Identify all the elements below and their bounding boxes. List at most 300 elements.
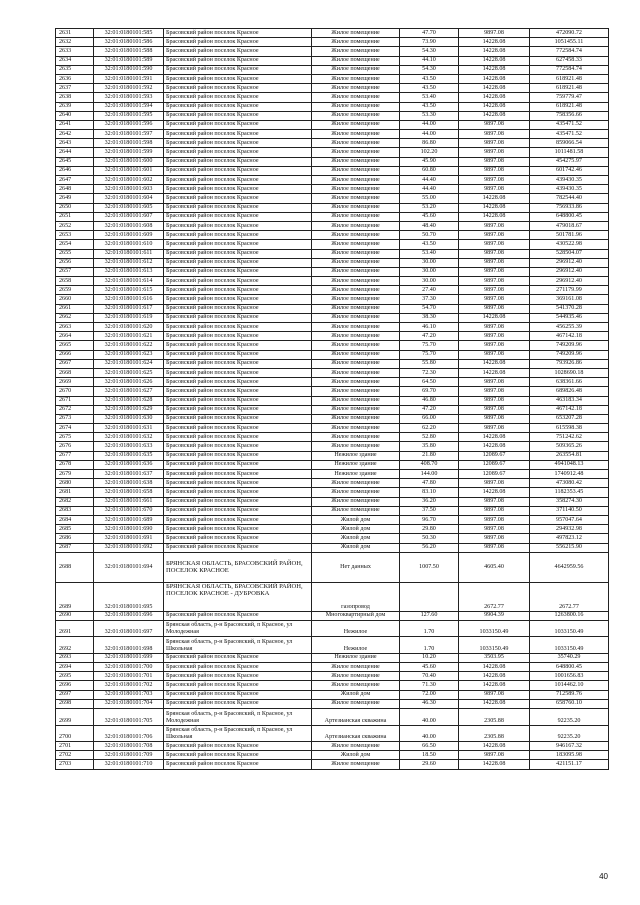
object-type-cell: Многоквартирный дом xyxy=(312,611,400,620)
row-number-cell: 2689 xyxy=(56,582,94,611)
area-cell: 27.40 xyxy=(400,286,459,295)
area-cell: 40.00 xyxy=(400,709,459,726)
address-cell: Брасовский район поселок Красное xyxy=(164,681,312,690)
cadastral-value-cell: 92235.20 xyxy=(530,725,609,742)
address-cell: Брасовский район поселок Красное xyxy=(164,663,312,672)
address-cell: Брасовский район поселок Красное xyxy=(164,543,312,552)
cadastral-number-cell: 32:01:0180101:631 xyxy=(94,424,164,433)
area-cell: 18.50 xyxy=(400,751,459,760)
object-type-cell: Нежилое xyxy=(312,637,400,654)
cadastral-number-cell: 32:01:0180101:696 xyxy=(94,611,164,620)
unit-value-cell: 14228.08 xyxy=(459,313,530,322)
cadastral-value-cell: 782544.40 xyxy=(530,194,609,203)
cadastral-value-cell: 618921.48 xyxy=(530,74,609,83)
unit-value-cell: 14228.08 xyxy=(459,663,530,672)
cadastral-number-cell: 32:01:0180101:706 xyxy=(94,725,164,742)
unit-value-cell: 9897.08 xyxy=(459,396,530,405)
address-cell: Брасовский район поселок Красное xyxy=(164,653,312,662)
object-type-cell: Жилое помещение xyxy=(312,497,400,506)
unit-value-cell: 14228.08 xyxy=(459,56,530,65)
cadastral-value-cell: 430522.98 xyxy=(530,240,609,249)
cadastral-number-cell: 32:01:0180101:692 xyxy=(94,543,164,552)
object-type-cell: Артезианская скважина xyxy=(312,709,400,726)
unit-value-cell: 9897.08 xyxy=(459,249,530,258)
cadastral-number-cell: 32:01:0180101:615 xyxy=(94,286,164,295)
table-row xyxy=(56,611,609,620)
table-row xyxy=(56,194,609,203)
area-cell: 47.20 xyxy=(400,405,459,414)
unit-value-cell: 4605.40 xyxy=(459,552,530,582)
object-type-cell: Жилое помещение xyxy=(312,396,400,405)
cadastral-number-cell: 32:01:0180101:636 xyxy=(94,460,164,469)
cadastral-number-cell: 32:01:0180101:621 xyxy=(94,332,164,341)
table-row xyxy=(56,742,609,751)
cadastral-number-cell: 32:01:0180101:629 xyxy=(94,405,164,414)
address-cell: Брасовский район поселок Красное xyxy=(164,65,312,74)
address-cell: БРЯНСКАЯ ОБЛАСТЬ, БРАСОВСКИЙ РАЙОН, ПОСЕЛОК КРАСНОЕ xyxy=(164,552,312,582)
cadastral-value-cell: 658760.10 xyxy=(530,699,609,708)
object-type-cell: Жилое помещение xyxy=(312,267,400,276)
cadastral-number-cell: 32:01:0180101:710 xyxy=(94,760,164,769)
address-cell: Брасовский район поселок Красное xyxy=(164,414,312,423)
cadastral-value-cell: 271179.99 xyxy=(530,286,609,295)
row-number-cell: 2691 xyxy=(56,620,94,637)
table-row xyxy=(56,368,609,377)
unit-value-cell: 1033150.49 xyxy=(459,637,530,654)
cadastral-number-cell: 32:01:0180101:612 xyxy=(94,258,164,267)
cadastral-value-cell: 759779.47 xyxy=(530,93,609,102)
cadastral-number-cell: 32:01:0180101:700 xyxy=(94,663,164,672)
area-cell: 29.80 xyxy=(400,525,459,534)
object-type-cell: Жилое помещение xyxy=(312,424,400,433)
page-number: 40 xyxy=(599,872,608,881)
table-row xyxy=(56,672,609,681)
table-row xyxy=(56,313,609,322)
row-number-cell: 2693 xyxy=(56,653,94,662)
area-cell: 44.40 xyxy=(400,185,459,194)
object-type-cell: Жилое помещение xyxy=(312,258,400,267)
address-cell: Брасовский район поселок Красное xyxy=(164,332,312,341)
cadastral-value-cell: 1001656.83 xyxy=(530,672,609,681)
cadastral-number-cell: 32:01:0180101:611 xyxy=(94,249,164,258)
table-row xyxy=(56,120,609,129)
unit-value-cell: 9897.08 xyxy=(459,543,530,552)
table-row xyxy=(56,653,609,662)
address-cell: Брасовский район поселок Красное xyxy=(164,488,312,497)
unit-value-cell: 9897.08 xyxy=(459,534,530,543)
object-type-cell: Жилое помещение xyxy=(312,742,400,751)
cadastral-value-cell: 294932.98 xyxy=(530,525,609,534)
row-number-cell: 2632 xyxy=(56,38,94,47)
row-number-cell: 2694 xyxy=(56,663,94,672)
object-type-cell: Артезианская скважина xyxy=(312,725,400,742)
cadastral-value-cell: 479018.67 xyxy=(530,221,609,230)
cadastral-value-cell: 454275.97 xyxy=(530,157,609,166)
unit-value-cell: 9904.39 xyxy=(459,611,530,620)
cadastral-number-cell: 32:01:0180101:638 xyxy=(94,479,164,488)
area-cell: 37.30 xyxy=(400,295,459,304)
address-cell: Брасовский район поселок Красное xyxy=(164,396,312,405)
table-row xyxy=(56,378,609,387)
area-cell: 35.80 xyxy=(400,442,459,451)
unit-value-cell: 12089.67 xyxy=(459,451,530,460)
area-cell: 53.30 xyxy=(400,111,459,120)
unit-value-cell: 9897.08 xyxy=(459,185,530,194)
cadastral-value-cell: 618921.48 xyxy=(530,84,609,93)
object-type-cell: Жилое помещение xyxy=(312,433,400,442)
table-row xyxy=(56,332,609,341)
unit-value-cell: 2305.88 xyxy=(459,709,530,726)
cadastral-number-cell: 32:01:0180101:589 xyxy=(94,56,164,65)
cadastral-number-cell: 32:01:0180101:703 xyxy=(94,690,164,699)
area-cell: 10.20 xyxy=(400,653,459,662)
row-number-cell: 2688 xyxy=(56,552,94,582)
row-number-cell: 2701 xyxy=(56,742,94,751)
area-cell: 48.40 xyxy=(400,221,459,230)
table-row xyxy=(56,277,609,286)
unit-value-cell: 9897.08 xyxy=(459,690,530,699)
cadastral-value-cell: 35740.29 xyxy=(530,653,609,662)
area-cell: 75.70 xyxy=(400,341,459,350)
unit-value-cell: 14228.08 xyxy=(459,194,530,203)
address-cell: Брасовский район поселок Красное xyxy=(164,111,312,120)
address-cell: Брасовский район поселок Красное xyxy=(164,497,312,506)
unit-value-cell: 14228.08 xyxy=(459,681,530,690)
address-cell: Брянская область, р-н Брасовский, п Красное, ул Молодежная xyxy=(164,709,312,726)
object-type-cell: газопровод xyxy=(312,582,400,611)
cadastral-value-cell: 1014462.10 xyxy=(530,681,609,690)
unit-value-cell: 9897.08 xyxy=(459,148,530,157)
row-number-cell: 2645 xyxy=(56,157,94,166)
cadastral-value-cell: 456255.39 xyxy=(530,323,609,332)
cadastral-value-cell: 473080.42 xyxy=(530,479,609,488)
object-type-cell: Нежилое xyxy=(312,620,400,637)
address-cell: Брасовский район поселок Красное xyxy=(164,38,312,47)
cadastral-number-cell: 32:01:0180101:594 xyxy=(94,102,164,111)
object-type-cell: Жилое помещение xyxy=(312,672,400,681)
area-cell: 45.60 xyxy=(400,212,459,221)
table-body xyxy=(56,29,609,770)
object-type-cell: Жилое помещение xyxy=(312,323,400,332)
table-row xyxy=(56,102,609,111)
cadastral-number-cell: 32:01:0180101:620 xyxy=(94,323,164,332)
unit-value-cell: 14228.08 xyxy=(459,47,530,56)
table-row xyxy=(56,405,609,414)
row-number-cell: 2644 xyxy=(56,148,94,157)
cadastral-value-cell: 648800.45 xyxy=(530,212,609,221)
table-row xyxy=(56,497,609,506)
table-row xyxy=(56,166,609,175)
cadastral-value-cell: 638361.66 xyxy=(530,378,609,387)
table-row xyxy=(56,295,609,304)
unit-value-cell: 14228.08 xyxy=(459,699,530,708)
table-row xyxy=(56,176,609,185)
table-row xyxy=(56,148,609,157)
unit-value-cell: 14228.08 xyxy=(459,672,530,681)
object-type-cell: Жилое помещение xyxy=(312,185,400,194)
unit-value-cell: 9897.08 xyxy=(459,378,530,387)
unit-value-cell: 14228.08 xyxy=(459,102,530,111)
area-cell: 50.30 xyxy=(400,534,459,543)
area-cell: 96.70 xyxy=(400,515,459,524)
table-row xyxy=(56,414,609,423)
object-type-cell: Жилое помещение xyxy=(312,506,400,515)
row-number-cell: 2651 xyxy=(56,212,94,221)
area-cell: 1007.50 xyxy=(400,552,459,582)
area-cell: 30.00 xyxy=(400,267,459,276)
row-number-cell: 2667 xyxy=(56,359,94,368)
address-cell: Брасовский район поселок Красное xyxy=(164,102,312,111)
unit-value-cell: 12089.67 xyxy=(459,460,530,469)
row-number-cell: 2681 xyxy=(56,488,94,497)
object-type-cell: Жилое помещение xyxy=(312,442,400,451)
cadastral-number-cell: 32:01:0180101:661 xyxy=(94,497,164,506)
cadastral-number-cell: 32:01:0180101:598 xyxy=(94,139,164,148)
table-row xyxy=(56,470,609,479)
area-cell: 45.90 xyxy=(400,157,459,166)
address-cell: Брасовский район поселок Красное xyxy=(164,387,312,396)
area-cell: 66.50 xyxy=(400,742,459,751)
address-cell: Брасовский район поселок Красное xyxy=(164,267,312,276)
cadastral-number-cell: 32:01:0180101:689 xyxy=(94,515,164,524)
object-type-cell: Жилое помещение xyxy=(312,405,400,414)
area-cell: 45.60 xyxy=(400,663,459,672)
address-cell: Брасовский район поселок Красное xyxy=(164,534,312,543)
cadastral-number-cell: 32:01:0180101:600 xyxy=(94,157,164,166)
table-row xyxy=(56,221,609,230)
address-cell: Брасовский район поселок Красное xyxy=(164,470,312,479)
area-cell: 55.00 xyxy=(400,194,459,203)
row-number-cell: 2672 xyxy=(56,405,94,414)
cadastral-number-cell: 32:01:0180101:697 xyxy=(94,620,164,637)
cadastral-value-cell: 1011481.58 xyxy=(530,148,609,157)
row-number-cell: 2683 xyxy=(56,506,94,515)
row-number-cell: 2641 xyxy=(56,120,94,129)
area-cell: 53.40 xyxy=(400,93,459,102)
area-cell: 40.00 xyxy=(400,725,459,742)
table-row xyxy=(56,47,609,56)
table-row xyxy=(56,56,609,65)
area-cell: 1.70 xyxy=(400,620,459,637)
cadastral-number-cell: 32:01:0180101:608 xyxy=(94,221,164,230)
object-type-cell: Жилой дом xyxy=(312,534,400,543)
address-cell: Брасовский район поселок Красное xyxy=(164,313,312,322)
cadastral-number-cell: 32:01:0180101:633 xyxy=(94,442,164,451)
cadastral-number-cell: 32:01:0180101:658 xyxy=(94,488,164,497)
table-row xyxy=(56,130,609,139)
object-type-cell: Жилое помещение xyxy=(312,341,400,350)
area-cell: 54.30 xyxy=(400,65,459,74)
object-type-cell: Жилое помещение xyxy=(312,93,400,102)
unit-value-cell: 9897.08 xyxy=(459,341,530,350)
address-cell: Брасовский район поселок Красное xyxy=(164,29,312,38)
object-type-cell: Жилое помещение xyxy=(312,332,400,341)
object-type-cell: Жилое помещение xyxy=(312,56,400,65)
address-cell: Брасовский район поселок Красное xyxy=(164,378,312,387)
unit-value-cell: 14228.08 xyxy=(459,742,530,751)
unit-value-cell: 1033150.49 xyxy=(459,620,530,637)
area-cell: 62.20 xyxy=(400,424,459,433)
area-cell: 54.30 xyxy=(400,47,459,56)
cadastral-value-cell: 556215.90 xyxy=(530,543,609,552)
unit-value-cell: 9897.08 xyxy=(459,267,530,276)
unit-value-cell: 9897.08 xyxy=(459,479,530,488)
table-row xyxy=(56,350,609,359)
unit-value-cell: 12089.67 xyxy=(459,470,530,479)
object-type-cell: Жилое помещение xyxy=(312,313,400,322)
address-cell: Брасовский район поселок Красное xyxy=(164,203,312,212)
area-cell: 69.70 xyxy=(400,387,459,396)
unit-value-cell: 9897.08 xyxy=(459,515,530,524)
cadastral-value-cell: 772584.74 xyxy=(530,65,609,74)
unit-value-cell: 9897.08 xyxy=(459,240,530,249)
row-number-cell: 2653 xyxy=(56,231,94,240)
object-type-cell: Нежилое здание xyxy=(312,460,400,469)
address-cell: Брасовский район поселок Красное xyxy=(164,240,312,249)
row-number-cell: 2668 xyxy=(56,368,94,377)
address-cell: Брасовский район поселок Красное xyxy=(164,74,312,83)
cadastral-value-cell: 92235.20 xyxy=(530,709,609,726)
object-type-cell: Жилой дом xyxy=(312,543,400,552)
object-type-cell: Жилое помещение xyxy=(312,240,400,249)
table-row xyxy=(56,240,609,249)
address-cell: Брасовский район поселок Красное xyxy=(164,93,312,102)
object-type-cell: Жилое помещение xyxy=(312,663,400,672)
cadastral-value-cell: 749209.96 xyxy=(530,341,609,350)
table-row xyxy=(56,341,609,350)
table-row xyxy=(56,681,609,690)
table-row xyxy=(56,543,609,552)
row-number-cell: 2652 xyxy=(56,221,94,230)
object-type-cell: Жилое помещение xyxy=(312,304,400,313)
address-cell: Брасовский район поселок Красное xyxy=(164,130,312,139)
table-row xyxy=(56,506,609,515)
object-type-cell: Нежилое здание xyxy=(312,470,400,479)
address-cell: Брасовский район поселок Красное xyxy=(164,479,312,488)
cadastral-number-cell: 32:01:0180101:635 xyxy=(94,451,164,460)
unit-value-cell: 14228.08 xyxy=(459,488,530,497)
cadastral-number-cell: 32:01:0180101:628 xyxy=(94,396,164,405)
area-cell: 144.00 xyxy=(400,470,459,479)
cadastral-value-cell: 497823.12 xyxy=(530,534,609,543)
table-row xyxy=(56,515,609,524)
area-cell: 70.40 xyxy=(400,672,459,681)
cadastral-value-cell: 1740912.48 xyxy=(530,470,609,479)
table-row xyxy=(56,725,609,742)
cadastral-value-cell: 1033150.49 xyxy=(530,620,609,637)
row-number-cell: 2633 xyxy=(56,47,94,56)
area-cell: 46.10 xyxy=(400,323,459,332)
row-number-cell: 2673 xyxy=(56,414,94,423)
unit-value-cell: 9897.08 xyxy=(459,29,530,38)
cadastral-number-cell: 32:01:0180101:630 xyxy=(94,414,164,423)
table-row xyxy=(56,185,609,194)
cadastral-number-cell: 32:01:0180101:637 xyxy=(94,470,164,479)
address-cell: Брасовский район поселок Красное xyxy=(164,368,312,377)
row-number-cell: 2649 xyxy=(56,194,94,203)
cadastral-value-cell: 467142.18 xyxy=(530,332,609,341)
cadastral-number-cell: 32:01:0180101:623 xyxy=(94,350,164,359)
area-cell: 43.50 xyxy=(400,74,459,83)
unit-value-cell: 9897.08 xyxy=(459,157,530,166)
row-number-cell: 2699 xyxy=(56,709,94,726)
cadastral-number-cell: 32:01:0180101:605 xyxy=(94,203,164,212)
area-cell: 21.80 xyxy=(400,451,459,460)
cadastral-value-cell: 758356.66 xyxy=(530,111,609,120)
area-cell: 86.80 xyxy=(400,139,459,148)
unit-value-cell: 14228.08 xyxy=(459,65,530,74)
cadastral-number-cell: 32:01:0180101:617 xyxy=(94,304,164,313)
address-cell: Брасовский район поселок Красное xyxy=(164,359,312,368)
address-cell: Брасовский район поселок Красное xyxy=(164,525,312,534)
address-cell: Брасовский район поселок Красное xyxy=(164,249,312,258)
table-row xyxy=(56,267,609,276)
object-type-cell: Жилое помещение xyxy=(312,699,400,708)
table-row xyxy=(56,323,609,332)
unit-value-cell: 14228.08 xyxy=(459,433,530,442)
address-cell: Брасовский район поселок Красное xyxy=(164,277,312,286)
cadastral-value-cell: 541370.28 xyxy=(530,304,609,313)
cadastral-value-cell: 1033150.49 xyxy=(530,637,609,654)
cadastral-number-cell: 32:01:0180101:613 xyxy=(94,267,164,276)
cadastral-number-cell: 32:01:0180101:588 xyxy=(94,47,164,56)
address-cell: Брасовский район поселок Красное xyxy=(164,611,312,620)
row-number-cell: 2665 xyxy=(56,341,94,350)
row-number-cell: 2655 xyxy=(56,249,94,258)
table-row xyxy=(56,74,609,83)
cadastral-value-cell: 358274.30 xyxy=(530,497,609,506)
object-type-cell: Жилое помещение xyxy=(312,231,400,240)
table-row xyxy=(56,38,609,47)
address-cell: БРЯНСКАЯ ОБЛАСТЬ, БРАСОВСКИЙ РАЙОН, ПОСЕЛОК КРАСНОЕ - ДУБРОВКА xyxy=(164,582,312,611)
object-type-cell: Жилое помещение xyxy=(312,277,400,286)
area-cell: 44.10 xyxy=(400,56,459,65)
cadastral-value-cell: 751242.62 xyxy=(530,433,609,442)
row-number-cell: 2670 xyxy=(56,387,94,396)
row-number-cell: 2660 xyxy=(56,295,94,304)
area-cell: 75.70 xyxy=(400,350,459,359)
table-row xyxy=(56,525,609,534)
unit-value-cell: 9897.08 xyxy=(459,506,530,515)
row-number-cell: 2634 xyxy=(56,56,94,65)
object-type-cell: Жилое помещение xyxy=(312,176,400,185)
unit-value-cell: 14228.08 xyxy=(459,212,530,221)
row-number-cell: 2647 xyxy=(56,176,94,185)
row-number-cell: 2674 xyxy=(56,424,94,433)
row-number-cell: 2654 xyxy=(56,240,94,249)
cadastral-value-cell: 544935.46 xyxy=(530,313,609,322)
row-number-cell: 2631 xyxy=(56,29,94,38)
row-number-cell: 2648 xyxy=(56,185,94,194)
cadastral-number-cell: 32:01:0180101:601 xyxy=(94,166,164,175)
area-cell: 46.30 xyxy=(400,699,459,708)
unit-value-cell: 14228.08 xyxy=(459,442,530,451)
cadastral-value-cell: 369161.08 xyxy=(530,295,609,304)
unit-value-cell: 9897.08 xyxy=(459,120,530,129)
address-cell: Брасовский район поселок Красное xyxy=(164,760,312,769)
row-number-cell: 2697 xyxy=(56,690,94,699)
address-cell: Брянская область, р-н Брасовский, п Красное, ул Молодежная xyxy=(164,620,312,637)
table-row xyxy=(56,442,609,451)
address-cell: Брасовский район поселок Красное xyxy=(164,295,312,304)
cadastral-value-cell: 421151.17 xyxy=(530,760,609,769)
area-cell: 29.60 xyxy=(400,760,459,769)
address-cell: Брасовский район поселок Красное xyxy=(164,350,312,359)
address-cell: Брасовский район поселок Красное xyxy=(164,185,312,194)
cadastral-number-cell: 32:01:0180101:695 xyxy=(94,582,164,611)
unit-value-cell: 14228.08 xyxy=(459,111,530,120)
address-cell: Брасовский район поселок Красное xyxy=(164,286,312,295)
